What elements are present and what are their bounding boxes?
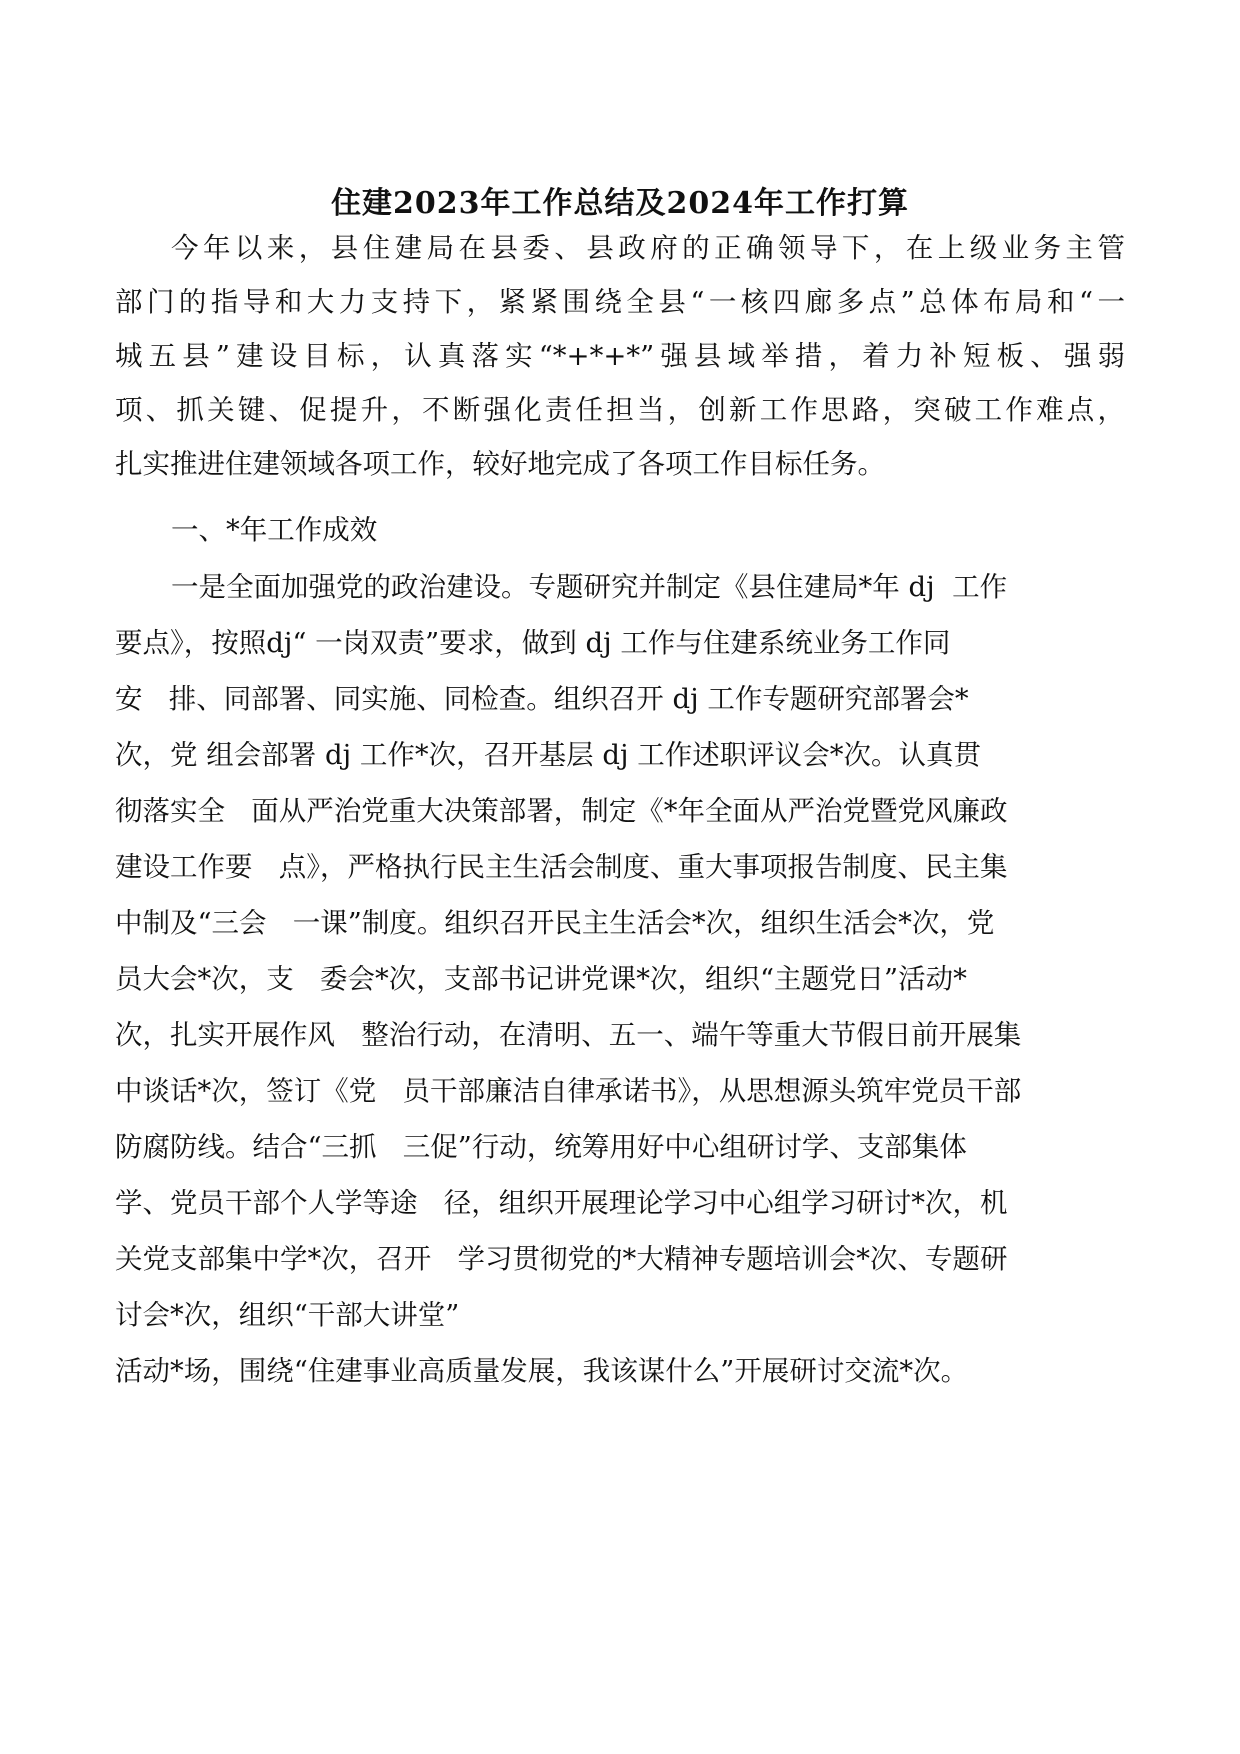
body-line: 安 排、同部署、同实施、同检查。组织召开 dj 工作专题研究部署会* bbox=[115, 683, 969, 715]
body-line: 次，党 组会部署 dj 工作*次，召开基层 dj 工作述职评议会*次。认真贯 bbox=[115, 739, 981, 771]
body-line: 中谈话*次，签订《党 员干部廉洁自律承诺书》，从思想源头筑牢党员干部 bbox=[115, 1075, 1022, 1107]
body-line: 一是全面加强党的政治建设。专题研究并制定《县住建局*年 dj 工作 bbox=[171, 571, 1008, 603]
body-line: 次，扎实开展作风 整治行动，在清明、五一、端午等重大节假日前开展集 bbox=[115, 1019, 1022, 1051]
body-line: 讨会*次，组织“干部大讲堂” bbox=[115, 1299, 460, 1331]
body-line: 中制及“三会 一课”制度。组织召开民主生活会*次，组织生活会*次，党 bbox=[115, 907, 995, 939]
body-line: 要点》，按照dj“ 一岗双责”要求，做到 dj 工作与住建系统业务工作同 bbox=[115, 627, 951, 659]
body-line: 员大会*次，支 委会*次，支部书记讲党课*次，组织“主题党日”活动* bbox=[115, 963, 967, 995]
body-line: 建设工作要 点》，严格执行民主生活会制度、重大事项报告制度、民主集 bbox=[115, 851, 1008, 883]
intro-line: 城五县”建设目标，认真落实“*+*+*”强县域举措，着力补短板、强弱 bbox=[115, 340, 1125, 372]
body-line: 彻落实全 面从严治党重大决策部署，制定《*年全面从严治党暨党风廉政 bbox=[115, 795, 1008, 827]
body-line: 防腐防线。结合“三抓 三促”行动，统筹用好中心组研讨学、支部集体 bbox=[115, 1131, 967, 1163]
section-heading: 一、*年工作成效 bbox=[171, 514, 378, 546]
intro-line: 扎实推进住建领域各项工作，较好地完成了各项工作目标任务。 bbox=[115, 448, 885, 480]
body-line: 学、党员干部个人学等途 径，组织开展理论学习中心组学习研讨*次，机 bbox=[115, 1187, 1008, 1219]
intro-line: 部门的指导和大力支持下，紧紧围绕全县“一核四廊多点”总体布局和“一 bbox=[115, 286, 1125, 318]
intro-line: 项、抓关键、促提升，不断强化责任担当，创新工作思路，突破工作难点， bbox=[115, 394, 1125, 426]
body-line: 关党支部集中学*次，召开 学习贯彻党的*大精神专题培训会*次、专题研 bbox=[115, 1243, 1008, 1275]
document-title: 住建2023年工作总结及2024年工作打算 bbox=[331, 186, 909, 221]
body-line: 活动*场，围绕“住建事业高质量发展，我该谋什么”开展研讨交流*次。 bbox=[115, 1355, 969, 1387]
intro-line: 今年以来，县住建局在县委、县政府的正确领导下，在上级业务主管 bbox=[171, 232, 1125, 264]
